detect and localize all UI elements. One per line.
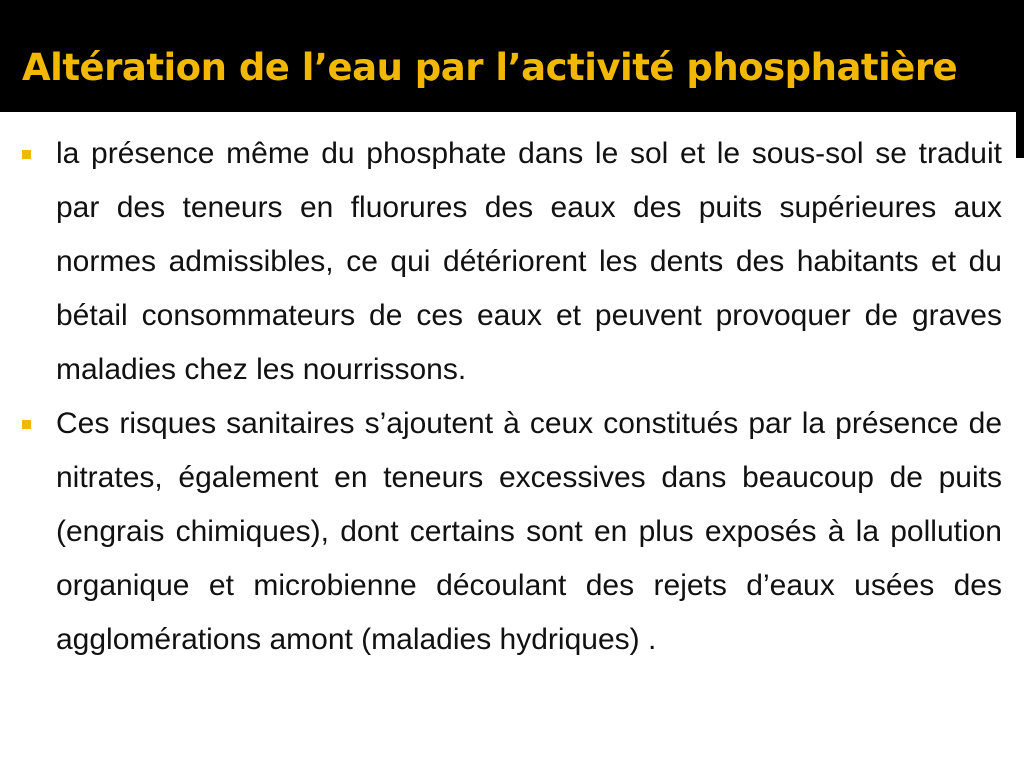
square-bullet-icon	[22, 420, 31, 429]
bullet-text-nitrates: Ces risques sanitaires s’ajoutent à ceux constitués par la présence de nitrates, également en teneurs excessives dans beaucoup de puits (engrais chimiques), dont certains sont en plus exposés à la pollution organique et microbienne découlant des rejets d’eaux usées des agglomérations amont (maladies hydriques) .	[56, 407, 1002, 656]
bullet-item-fluorures	[0, 127, 1024, 397]
title-bar	[0, 0, 1024, 112]
bullet-text-fluorures: la présence même du phosphate dans le sol et le sous-sol se traduit par des teneurs en fluorures des eaux des puits supérieures aux normes admissibles, ce qui détériorent les dents des habitants et du bétail consommateurs de ces eaux et peuvent provoquer de graves maladies chez les nourrissons.	[56, 137, 1002, 386]
slide-title: Altération de l’eau par l’activité phosphatière	[22, 46, 958, 89]
square-bullet-icon	[22, 150, 31, 159]
bullet-item-nitrates	[0, 397, 1024, 667]
bullet-list	[0, 127, 1024, 667]
